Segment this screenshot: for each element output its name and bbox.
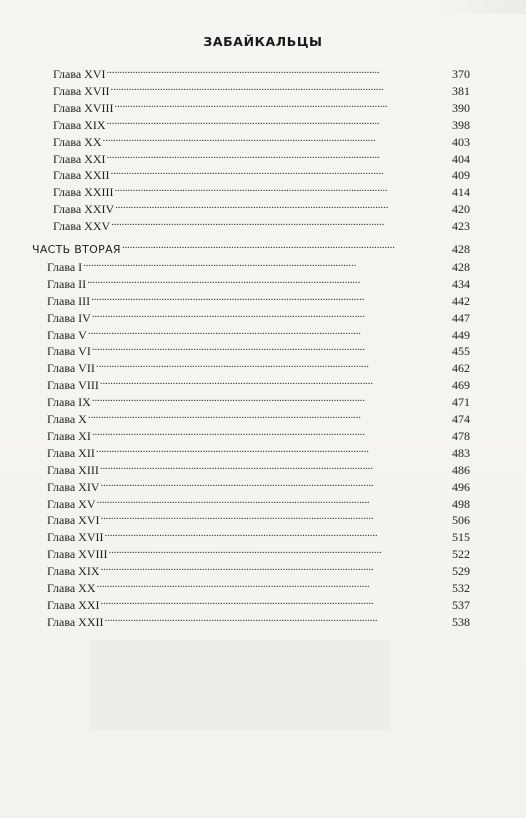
toc-entry (53, 180, 470, 200)
toc-page-number: 496 (452, 479, 470, 494)
toc-entry-label: Глава XV (47, 496, 96, 511)
toc-entry (53, 79, 470, 98)
toc-entry (53, 147, 470, 166)
toc-page-number: 370 (452, 67, 470, 81)
toc-entry (53, 214, 470, 234)
toc-page-number: 483 (452, 445, 470, 460)
toc-entry-label: Глава VIII (47, 378, 99, 393)
toc-dot-leader (115, 197, 451, 213)
toc-dot-leader (122, 237, 451, 253)
toc-page-number: 471 (452, 395, 470, 410)
toc-entry (47, 441, 470, 460)
toc-entry-label: Глава XVII (53, 83, 110, 98)
toc-dot-leader (115, 180, 451, 196)
toc-entry-label: Глава XX (53, 134, 102, 149)
toc-page-number: 522 (452, 547, 470, 562)
toc-entry (47, 272, 470, 291)
toc-page-number: 462 (452, 361, 470, 376)
toc-entry (47, 593, 470, 612)
toc-entry (47, 373, 470, 393)
toc-page-number: 486 (452, 462, 470, 477)
toc-page-number: 403 (452, 134, 470, 149)
toc-dot-leader (111, 79, 451, 95)
toc-entry (47, 508, 470, 528)
toc-dot-leader (83, 255, 451, 271)
toc-entry (53, 130, 470, 149)
toc-entry-label: Глава II (47, 276, 87, 291)
toc-dot-leader (101, 475, 451, 491)
toc-entry (47, 542, 470, 562)
toc-entry-label: Глава XII (47, 445, 95, 460)
toc-page-number: 447 (452, 310, 470, 325)
toc-dot-leader (111, 163, 451, 179)
toc-entry-label: Глава XIX (53, 117, 106, 132)
toc-dot-leader (101, 508, 451, 524)
toc-entry (53, 62, 470, 81)
toc-dot-leader (88, 407, 451, 423)
toc-part-label: ЧАСТЬ ВТОРАЯ (32, 243, 121, 256)
toc-entry (47, 339, 470, 359)
toc-dot-leader (92, 339, 451, 355)
toc-entry-label: Глава XVIII (53, 100, 114, 115)
toc-dot-leader (100, 458, 451, 474)
toc-page-number: 420 (452, 202, 470, 217)
toc-page-number: 478 (452, 428, 470, 443)
toc-page-number: 515 (452, 530, 470, 545)
toc-entry (47, 492, 470, 511)
toc-page-number: 390 (452, 100, 470, 115)
toc-dot-leader (92, 390, 451, 406)
toc-entry-label: Глава VII (47, 361, 95, 376)
toc-entry (47, 458, 470, 477)
toc-dot-leader (91, 289, 451, 305)
toc-entry-label: Глава XIV (47, 479, 100, 494)
toc-dot-leader (96, 441, 451, 457)
toc-dot-leader (92, 306, 451, 322)
toc-entry-label: Глава XVI (53, 67, 106, 81)
toc-entry-label: Глава XI (47, 428, 91, 443)
toc-entry (47, 424, 470, 443)
toc-entry-label: Глава XVII (47, 530, 104, 545)
toc-dot-leader (105, 525, 451, 541)
toc-page-number: 449 (452, 327, 470, 342)
toc-entry (47, 306, 470, 325)
toc-dot-leader (109, 542, 451, 558)
toc-page-number: 434 (452, 276, 470, 291)
toc-entry-label: Глава XIII (47, 462, 99, 477)
toc-entry-label: Глава III (47, 293, 91, 308)
toc-dot-leader (105, 610, 451, 626)
toc-page-number: 538 (452, 614, 470, 629)
toc-entry-label: Глава V (47, 327, 87, 342)
toc-page-number: 532 (452, 581, 470, 595)
toc-dot-leader (97, 492, 451, 508)
toc-entry-label: Глава XVI (47, 513, 100, 528)
toc-dot-leader (101, 593, 451, 609)
toc-dot-leader (103, 130, 451, 146)
toc-part-heading (32, 237, 470, 256)
toc-entry (53, 163, 470, 183)
toc-dot-leader (115, 96, 451, 112)
toc-entry (47, 407, 470, 426)
page-title: ЗАБАЙКАЛЬЦЫ (203, 34, 323, 49)
toc-page-number: 398 (452, 117, 470, 132)
toc-dot-leader (87, 272, 451, 288)
toc-dot-leader (101, 559, 451, 575)
toc-entry-label: Глава IX (47, 395, 91, 410)
toc-page-number: 442 (452, 293, 470, 308)
toc-entry (53, 96, 470, 115)
toc-page-number: 469 (452, 378, 470, 393)
toc-entry-label: Глава XXIV (53, 202, 115, 217)
toc-entry (47, 610, 470, 629)
toc-page-number: 498 (452, 496, 470, 511)
toc-page-number: 409 (452, 168, 470, 183)
toc-entry-label: Глава XIX (47, 564, 100, 579)
toc-entry (47, 390, 470, 410)
toc-entry (47, 525, 470, 545)
toc-page-number: 428 (452, 242, 470, 256)
toc-page-number: 455 (452, 344, 470, 359)
scan-shading (430, 0, 526, 14)
toc-page-number: 529 (452, 564, 470, 579)
toc-page-number: 537 (452, 597, 470, 612)
toc-entry-label: Глава I (47, 259, 83, 274)
toc-dot-leader (97, 576, 451, 592)
toc-entry (47, 559, 470, 579)
toc-dot-leader (100, 373, 451, 389)
toc-dot-leader (107, 147, 451, 163)
toc-entry-label: Глава XVIII (47, 547, 108, 562)
toc-entry (53, 113, 470, 132)
toc-page-number: 506 (452, 513, 470, 528)
toc-page-number: 404 (452, 151, 470, 166)
toc-dot-leader (92, 424, 451, 440)
toc-page-number: 428 (452, 259, 470, 274)
toc-dot-leader (107, 62, 451, 78)
scan-bleed-through (90, 640, 390, 730)
toc-entry (47, 323, 470, 342)
toc-entry-label: Глава X (47, 412, 87, 426)
toc-entry (47, 289, 470, 308)
toc-entry (53, 197, 470, 217)
toc-page-number: 381 (452, 83, 470, 98)
toc-entry-label: Глава VI (47, 344, 91, 359)
toc-entry-label: Глава XX (47, 581, 96, 595)
toc-entry-label: Глава XXI (47, 597, 100, 612)
toc-entry (47, 255, 470, 274)
toc-entry-label: Глава XXI (53, 151, 106, 166)
toc-entry-label: Глава XXII (53, 168, 110, 183)
toc-entry (47, 356, 470, 376)
toc-page-number: 414 (452, 185, 470, 200)
toc-page-number: 423 (452, 219, 470, 234)
toc-dot-leader (88, 323, 451, 339)
toc-entry-label: Глава XXV (53, 219, 111, 234)
toc-entry-label: Глава XXIII (53, 185, 114, 200)
toc-dot-leader (111, 214, 451, 230)
toc-entry (47, 475, 470, 494)
toc-dot-leader (107, 113, 451, 129)
toc-dot-leader (96, 356, 451, 372)
toc-entry-label: Глава XXII (47, 614, 104, 629)
toc-entry-label: Глава IV (47, 310, 91, 325)
toc-entry (47, 576, 470, 595)
toc-page-number: 474 (452, 412, 470, 426)
